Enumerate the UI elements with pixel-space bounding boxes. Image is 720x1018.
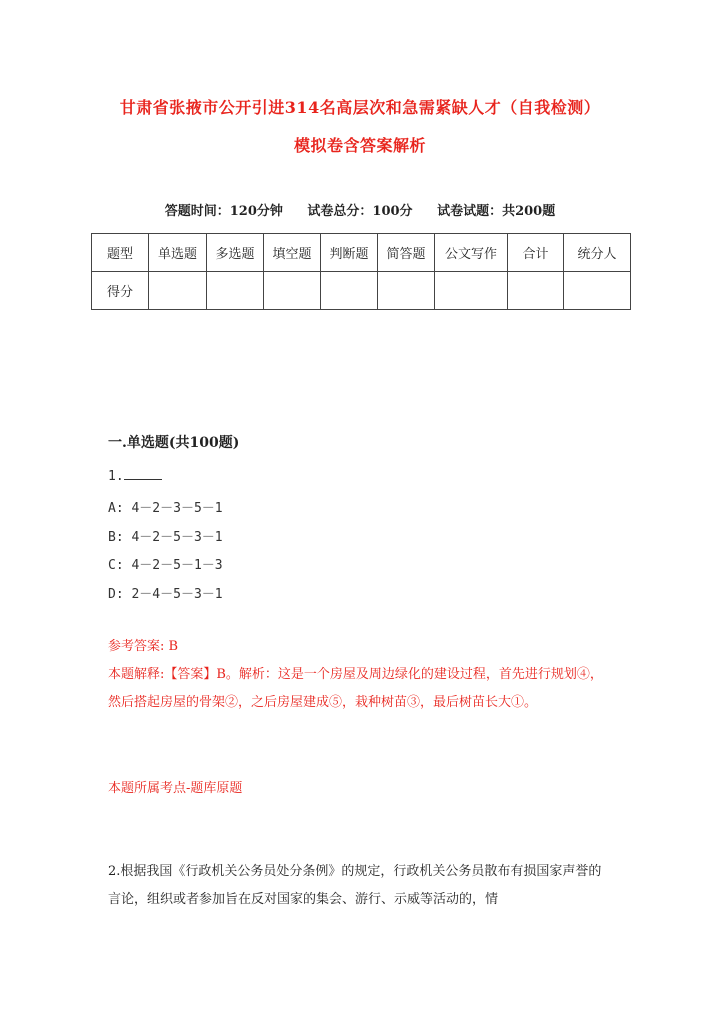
question-1-number: 1. — [108, 469, 124, 484]
question-1-explanation: 本题解释:【答案】B。解析：这是一个房屋及周边绿化的建设过程，首先进行规划④，然后搭起房屋的骨架②，之后房屋建成⑤，栽种树苗③，最后树苗长大①。 — [108, 667, 603, 710]
header-cell: 单选题 — [149, 234, 207, 272]
question-1-answer: 参考答案: B — [108, 639, 179, 654]
score-cell — [149, 272, 207, 310]
exam-total-score: 试卷总分：100分 — [307, 204, 413, 219]
score-cell — [508, 272, 564, 310]
exam-question-count: 试卷试题：共200题 — [437, 204, 556, 219]
header-cell: 统分人 — [564, 234, 631, 272]
question-2-stem: 2.根据我国《行政机关公务员处分条例》的规定，行政机关公务员散布有损国家声誉的言论，组织或者参加旨在反对国家的集会、游行、示威等活动的，情 — [108, 864, 602, 907]
score-table-header-row — [92, 234, 631, 272]
score-cell — [435, 272, 508, 310]
document-title-line1: 甘肃省张掖市公开引进314名高层次和急需紧缺人才（自我检测） — [119, 98, 601, 117]
question-1-stem — [108, 468, 162, 484]
header-cell: 题型 — [92, 234, 149, 272]
document-title-line2: 模拟卷含答案解析 — [293, 136, 426, 155]
header-cell: 填空题 — [264, 234, 321, 272]
question-1-option-a: A: 4－2－3－5－1 — [108, 501, 223, 516]
score-cell — [564, 272, 631, 310]
score-table-score-row — [92, 272, 631, 310]
score-cell — [264, 272, 321, 310]
header-cell: 公文写作 — [435, 234, 508, 272]
question-1-option-d: D: 2－4－5－3－1 — [108, 587, 223, 602]
question-1-source: 本题所属考点-题库原题 — [108, 781, 243, 796]
score-cell — [321, 272, 378, 310]
exam-meta — [0, 200, 720, 219]
header-cell: 简答题 — [378, 234, 435, 272]
header-cell: 多选题 — [207, 234, 264, 272]
score-row-label: 得分 — [92, 272, 149, 310]
question-1-option-b: B: 4－2－5－3－1 — [108, 530, 223, 545]
answer-blank — [124, 468, 162, 480]
score-cell — [207, 272, 264, 310]
score-cell — [378, 272, 435, 310]
header-cell: 判断题 — [321, 234, 378, 272]
section-heading: 一.单选题(共100题) — [108, 435, 240, 451]
question-1-option-c: C: 4－2－5－1－3 — [108, 558, 223, 573]
header-cell: 合计 — [508, 234, 564, 272]
score-table — [91, 233, 631, 310]
exam-time: 答题时间：120分钟 — [164, 204, 283, 219]
